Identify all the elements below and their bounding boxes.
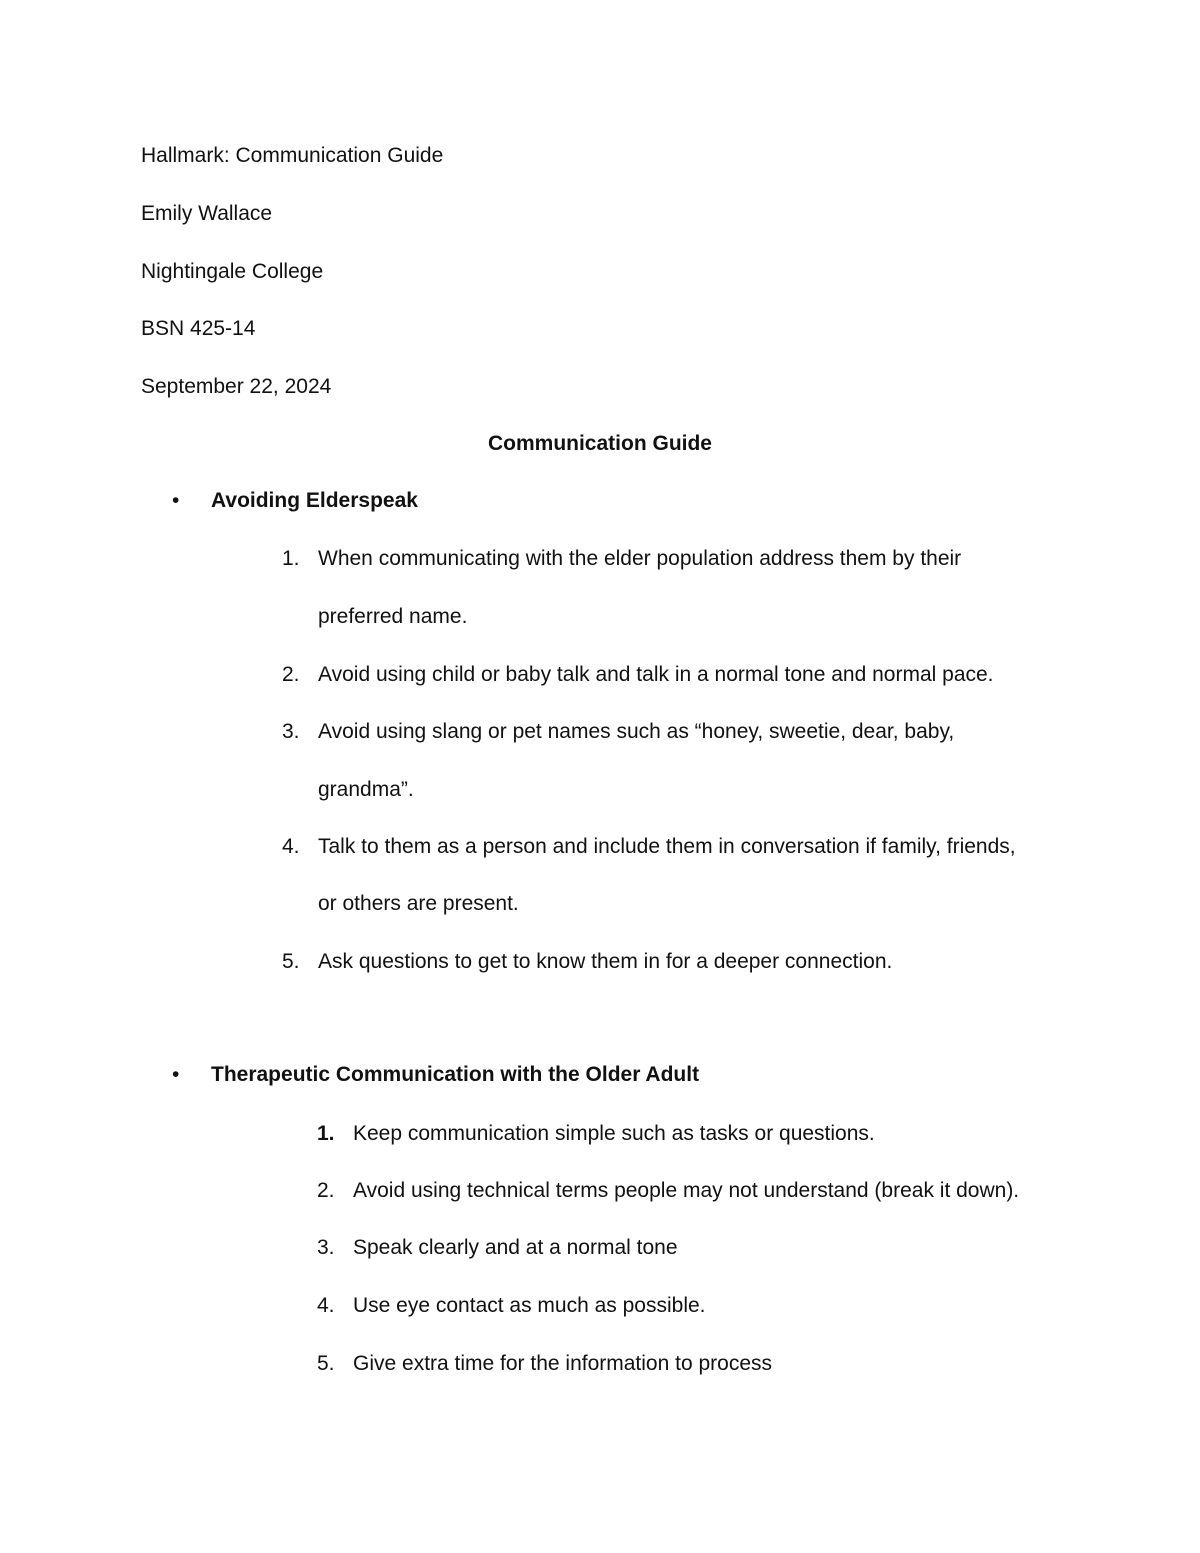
list-item-text: Keep communication simple such as tasks or questions. (353, 1122, 875, 1145)
list-item-text: Speak clearly and at a normal tone (353, 1236, 678, 1259)
bullet-icon: • (172, 489, 180, 512)
section-heading: Therapeutic Communication with the Older Adult (211, 1063, 700, 1086)
list-item-text: When communicating with the elder population address them by their (318, 547, 962, 570)
document-date: September 22, 2024 (141, 375, 332, 398)
institution-name: Nightingale College (141, 260, 324, 283)
list-item-number: 1. (282, 547, 300, 570)
list-item-text: Talk to them as a person and include them in conversation if family, friends, (318, 835, 1016, 858)
list-item-number: 5. (282, 950, 300, 973)
list-item-text: Use eye contact as much as possible. (353, 1294, 706, 1317)
list-item-number: 4. (282, 835, 300, 858)
list-item-text: preferred name. (318, 605, 468, 628)
list-item-number: 2. (317, 1179, 335, 1202)
list-item-text: grandma”. (318, 778, 414, 801)
course-title: Hallmark: Communication Guide (141, 144, 444, 167)
document-title: Communication Guide (487, 432, 712, 455)
list-item-text: or others are present. (318, 892, 519, 915)
list-item-number: 2. (282, 663, 300, 686)
section-heading: Avoiding Elderspeak (211, 489, 418, 512)
course-code: BSN 425-14 (141, 317, 256, 340)
list-item-number: 5. (317, 1352, 335, 1375)
list-item-text: Avoid using slang or pet names such as “honey, sweetie, dear, baby, (318, 720, 955, 743)
list-item-number: 3. (317, 1236, 335, 1259)
list-item-number: 4. (317, 1294, 335, 1317)
list-item-text: Ask questions to get to know them in for a deeper connection. (318, 950, 893, 973)
list-item-number: 1. (317, 1122, 335, 1145)
list-item-number: 3. (282, 720, 300, 743)
bullet-icon: • (172, 1063, 180, 1086)
list-item-text: Avoid using technical terms people may not understand (break it down). (353, 1179, 1020, 1202)
author-name: Emily Wallace (141, 202, 273, 225)
list-item-text: Give extra time for the information to process (353, 1352, 773, 1375)
list-item-text: Avoid using child or baby talk and talk in a normal tone and normal pace. (318, 663, 994, 686)
